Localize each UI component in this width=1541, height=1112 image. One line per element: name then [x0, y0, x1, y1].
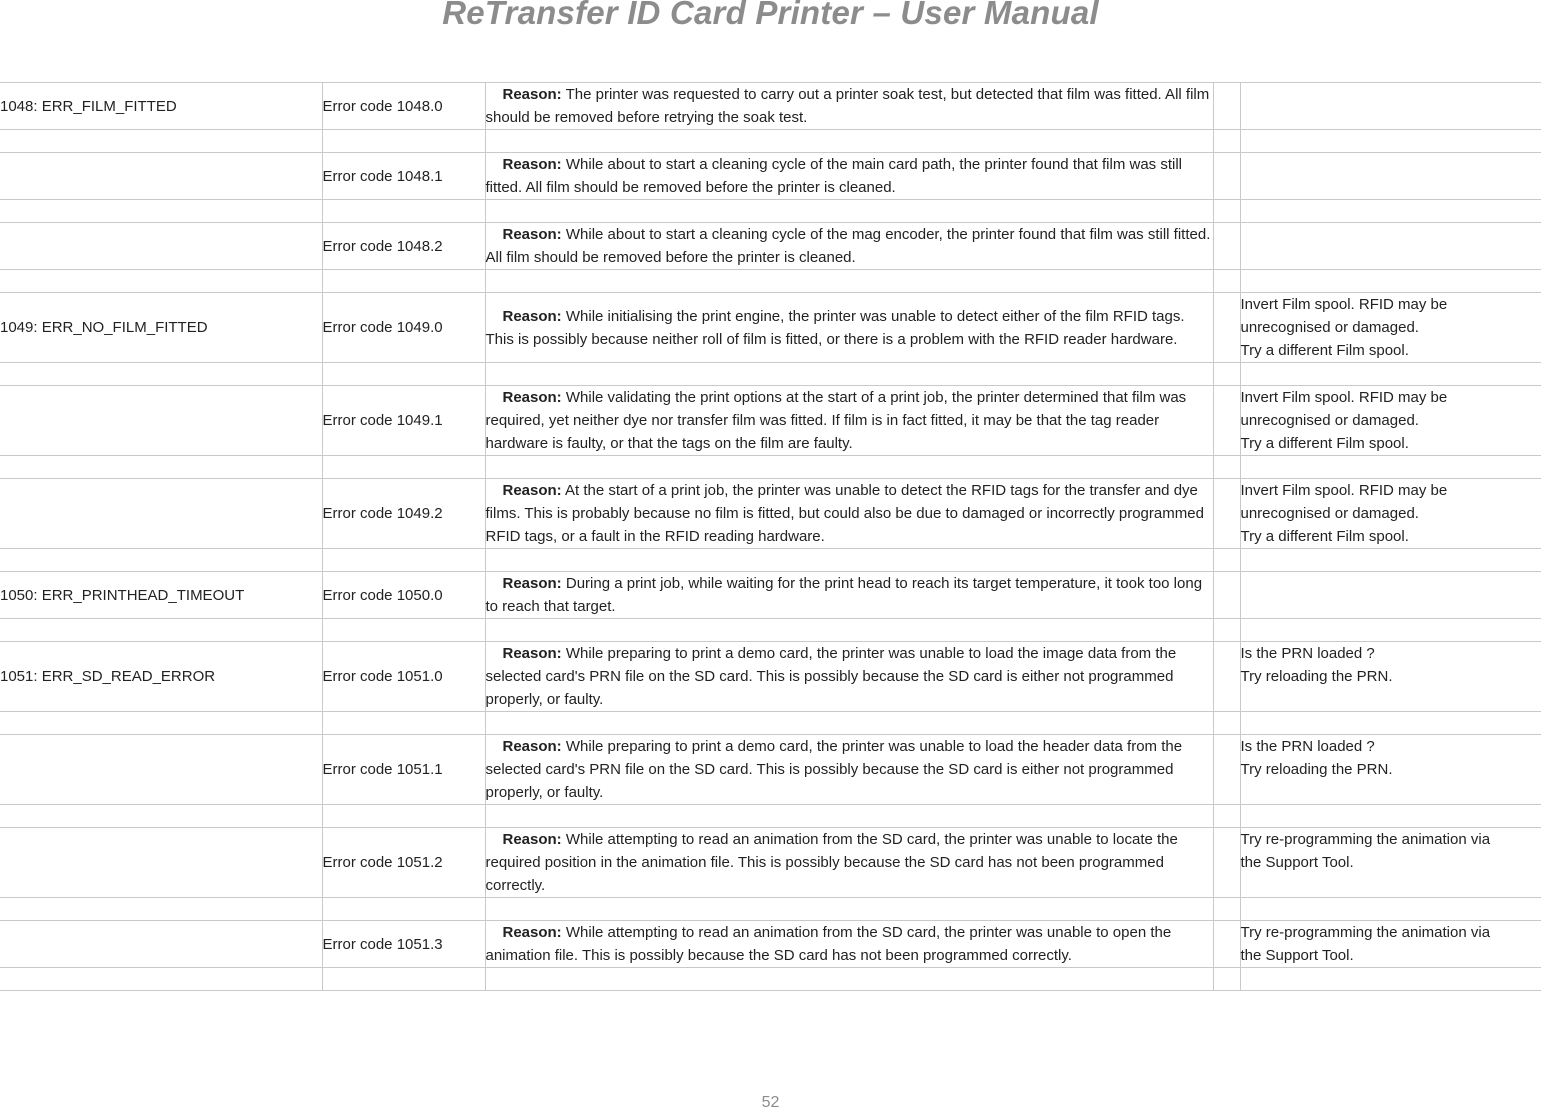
spacer-row [0, 270, 1541, 293]
action-cell [1240, 828, 1541, 898]
reason-label: Reason: [502, 645, 562, 662]
error-code-table [0, 82, 1541, 991]
action-line: Try re-programming the animation via [1240, 831, 1491, 848]
spacer-cell [485, 712, 1213, 735]
table-row [0, 153, 1541, 200]
action-line: unrecognised or damaged. [1240, 319, 1419, 336]
reason-text: While attempting to read an animation from the SD card, the printer was unable to open the animation file. This is possibly because the SD card has not been programmed correctly. [485, 924, 1172, 964]
page-number: 52 [761, 1094, 780, 1111]
error-code-cell: Error code 1049.2 [322, 479, 485, 549]
blank-cell [1213, 735, 1240, 805]
error-name-cell: 1050: ERR_PRINTHEAD_TIMEOUT [0, 572, 322, 619]
spacer-cell [1213, 549, 1240, 572]
spacer-cell [1213, 712, 1240, 735]
action-cell [1240, 572, 1541, 619]
spacer-cell [1213, 130, 1240, 153]
action-line: Try re-programming the animation via [1240, 924, 1491, 941]
action-cell [1240, 479, 1541, 549]
spacer-cell [322, 712, 485, 735]
error-code-cell: Error code 1051.0 [322, 642, 485, 712]
error-name-cell: 1049: ERR_NO_FILM_FITTED [0, 293, 322, 363]
error-code-cell: Error code 1049.0 [322, 293, 485, 363]
spacer-cell [485, 270, 1213, 293]
spacer-cell [322, 805, 485, 828]
spacer-cell [485, 130, 1213, 153]
action-line: the Support Tool. [1240, 854, 1354, 871]
reason-cell [485, 386, 1213, 456]
reason-text: While validating the print options at the start of a print job, the printer determined that film was required, yet neither dye nor transfer film was fitted. If film is in fact fitted, it may be that the tag reader hardware is faulty, or that the tags on the film are faulty. [485, 389, 1187, 452]
spacer-cell [1240, 363, 1541, 386]
action-line: Try a different Film spool. [1240, 435, 1409, 452]
spacer-row [0, 712, 1541, 735]
spacer-cell [322, 898, 485, 921]
spacer-cell [1213, 456, 1240, 479]
action-cell [1240, 642, 1541, 712]
spacer-cell [0, 200, 322, 223]
error-code-cell: Error code 1049.1 [322, 386, 485, 456]
table-row [0, 479, 1541, 549]
action-cell [1240, 153, 1541, 200]
spacer-cell [1240, 200, 1541, 223]
spacer-cell [1240, 270, 1541, 293]
page-title: ReTransfer ID Card Printer – User Manual [442, 0, 1099, 31]
error-code-cell: Error code 1051.1 [322, 735, 485, 805]
reason-text: While about to start a cleaning cycle of the mag encoder, the printer found that film was still fitted. All film should be removed before the printer is cleaned. [485, 226, 1211, 266]
reason-cell [485, 83, 1213, 130]
table-row [0, 921, 1541, 968]
error-code-cell: Error code 1051.3 [322, 921, 485, 968]
error-code-cell: Error code 1048.0 [322, 83, 485, 130]
spacer-cell [322, 619, 485, 642]
spacer-cell [1240, 130, 1541, 153]
spacer-cell [322, 130, 485, 153]
error-code-cell: Error code 1051.2 [322, 828, 485, 898]
spacer-cell [322, 968, 485, 991]
reason-label: Reason: [502, 156, 562, 173]
reason-cell [485, 153, 1213, 200]
spacer-cell [0, 968, 322, 991]
table-row [0, 83, 1541, 130]
error-name-cell [0, 479, 322, 549]
spacer-cell [485, 968, 1213, 991]
reason-label: Reason: [502, 86, 562, 103]
spacer-row [0, 805, 1541, 828]
spacer-row [0, 968, 1541, 991]
action-line: Is the PRN loaded ? [1240, 738, 1375, 755]
spacer-cell [0, 549, 322, 572]
table-row [0, 223, 1541, 270]
action-line: Try a different Film spool. [1240, 528, 1409, 545]
action-line: Try reloading the PRN. [1240, 668, 1393, 685]
spacer-cell [1240, 619, 1541, 642]
action-cell [1240, 921, 1541, 968]
reason-text: While about to start a cleaning cycle of the main card path, the printer found that film was still fitted. All film should be removed before the printer is cleaned. [485, 156, 1183, 196]
action-line: Invert Film spool. RFID may be [1240, 389, 1448, 406]
spacer-cell [485, 456, 1213, 479]
action-line: unrecognised or damaged. [1240, 412, 1419, 429]
reason-label: Reason: [502, 307, 562, 325]
spacer-cell [1240, 456, 1541, 479]
error-name-cell [0, 735, 322, 805]
spacer-row [0, 549, 1541, 572]
reason-label: Reason: [502, 831, 562, 848]
action-cell [1240, 83, 1541, 130]
reason-label: Reason: [502, 389, 562, 406]
spacer-row [0, 619, 1541, 642]
spacer-cell [1213, 898, 1240, 921]
reason-cell [485, 223, 1213, 270]
action-cell [1240, 735, 1541, 805]
error-name-cell [0, 386, 322, 456]
reason-text: While attempting to read an animation from the SD card, the printer was unable to locate the required position in the animation file. This is possibly because the SD card has not been programmed correctly. [485, 831, 1178, 894]
table-row [0, 293, 1541, 363]
spacer-cell [322, 270, 485, 293]
spacer-cell [1240, 968, 1541, 991]
error-name-cell [0, 223, 322, 270]
blank-cell [1213, 153, 1240, 200]
spacer-cell [1213, 363, 1240, 386]
spacer-cell [485, 805, 1213, 828]
reason-label: Reason: [502, 226, 562, 243]
spacer-cell [0, 805, 322, 828]
spacer-cell [0, 456, 322, 479]
spacer-row [0, 456, 1541, 479]
reason-cell [485, 735, 1213, 805]
spacer-cell [1240, 805, 1541, 828]
spacer-cell [1240, 549, 1541, 572]
error-code-cell: Error code 1050.0 [322, 572, 485, 619]
spacer-cell [0, 363, 322, 386]
error-code-cell: Error code 1048.1 [322, 153, 485, 200]
spacer-cell [1213, 200, 1240, 223]
action-line: the Support Tool. [1240, 947, 1354, 964]
spacer-cell [0, 270, 322, 293]
reason-label: Reason: [502, 482, 562, 499]
reason-cell [485, 921, 1213, 968]
blank-cell [1213, 293, 1240, 363]
reason-text: While preparing to print a demo card, the printer was unable to load the header data from the selected card's PRN file on the SD card. This is possibly because the SD card is either not programmed properly, or faulty. [485, 738, 1183, 801]
reason-text: The printer was requested to carry out a printer soak test, but detected that film was fitted. All film should be removed before retrying the soak test. [485, 86, 1210, 126]
blank-cell [1213, 921, 1240, 968]
reason-text: At the start of a print job, the printer was unable to detect the RFID tags for the transfer and dye films. This is probably because no film is fitted, but could also be due to damaged or incorrectly programmed RFID tags, or a fault in the RFID reading hardware. [485, 482, 1204, 545]
table-row [0, 735, 1541, 805]
spacer-cell [485, 898, 1213, 921]
blank-cell [1213, 479, 1240, 549]
action-line: unrecognised or damaged. [1240, 505, 1419, 522]
reason-cell [485, 642, 1213, 712]
blank-cell [1213, 828, 1240, 898]
reason-text: During a print job, while waiting for the print head to reach its target temperature, it took too long to reach that target. [485, 575, 1203, 615]
reason-text: While initialising the print engine, the printer was unable to detect either of the film RFID tags. This is possibly because neither roll of film is fitted, or there is a problem with the RFID reader hardware. [485, 307, 1185, 348]
spacer-cell [1213, 968, 1240, 991]
table-row [0, 642, 1541, 712]
spacer-row [0, 130, 1541, 153]
error-code-cell: Error code 1048.2 [322, 223, 485, 270]
reason-cell [485, 293, 1213, 363]
spacer-cell [485, 619, 1213, 642]
spacer-cell [1240, 898, 1541, 921]
blank-cell [1213, 386, 1240, 456]
reason-cell [485, 572, 1213, 619]
table-row [0, 572, 1541, 619]
reason-label: Reason: [502, 924, 562, 941]
action-cell [1240, 223, 1541, 270]
spacer-cell [322, 549, 485, 572]
spacer-cell [1213, 805, 1240, 828]
spacer-row [0, 898, 1541, 921]
spacer-row [0, 200, 1541, 223]
reason-label: Reason: [502, 575, 562, 592]
spacer-cell [1240, 712, 1541, 735]
error-name-cell: 1048: ERR_FILM_FITTED [0, 83, 322, 130]
blank-cell [1213, 223, 1240, 270]
table-row [0, 386, 1541, 456]
action-cell [1240, 386, 1541, 456]
error-name-cell [0, 153, 322, 200]
action-line: Try a different Film spool. [1240, 342, 1409, 359]
blank-cell [1213, 83, 1240, 130]
action-line: Is the PRN loaded ? [1240, 645, 1375, 662]
spacer-cell [0, 130, 322, 153]
spacer-row [0, 363, 1541, 386]
error-name-cell: 1051: ERR_SD_READ_ERROR [0, 642, 322, 712]
reason-text: While preparing to print a demo card, the printer was unable to load the image data from the selected card's PRN file on the SD card. This is possibly because the SD card is either not programmed properly, or faulty. [485, 645, 1177, 708]
spacer-cell [485, 549, 1213, 572]
error-table-body [0, 83, 1541, 991]
reason-label: Reason: [502, 738, 562, 755]
spacer-cell [485, 363, 1213, 386]
action-line: Invert Film spool. RFID may be [1240, 482, 1448, 499]
reason-cell [485, 828, 1213, 898]
spacer-cell [0, 619, 322, 642]
spacer-cell [322, 363, 485, 386]
action-cell [1240, 293, 1541, 363]
action-line: Try reloading the PRN. [1240, 761, 1393, 778]
action-line: Invert Film spool. RFID may be [1240, 296, 1448, 313]
spacer-cell [0, 712, 322, 735]
error-name-cell [0, 828, 322, 898]
spacer-cell [0, 898, 322, 921]
reason-cell [485, 479, 1213, 549]
blank-cell [1213, 642, 1240, 712]
spacer-cell [485, 200, 1213, 223]
error-name-cell [0, 921, 322, 968]
spacer-cell [1213, 270, 1240, 293]
spacer-cell [1213, 619, 1240, 642]
table-row [0, 828, 1541, 898]
spacer-cell [322, 456, 485, 479]
blank-cell [1213, 572, 1240, 619]
spacer-cell [322, 200, 485, 223]
